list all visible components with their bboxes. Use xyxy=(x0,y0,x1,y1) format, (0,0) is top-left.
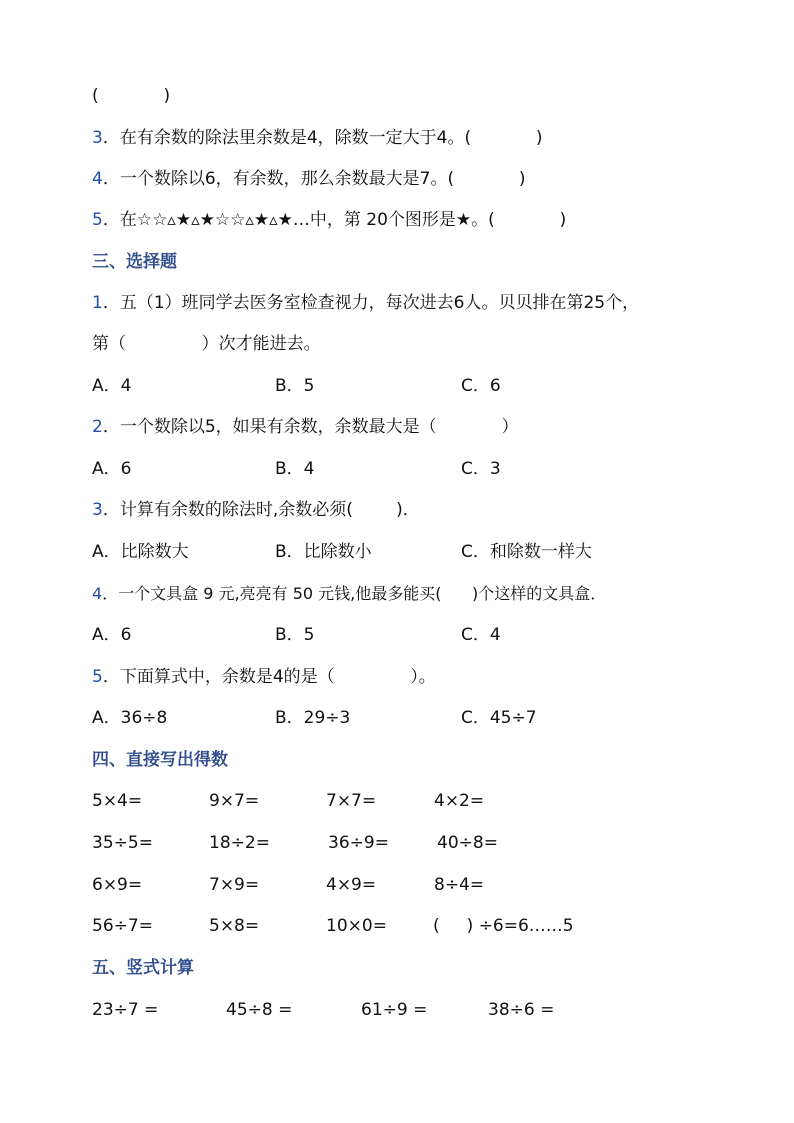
choice-q1-cont: 第（ ）次才能进去。 xyxy=(92,334,321,354)
item-number: 1 xyxy=(92,293,103,313)
section-heading-direct: 四、直接写出得数 xyxy=(92,750,228,770)
option-b: B．4 xyxy=(275,459,315,479)
calc-item: 18÷2= xyxy=(209,833,270,853)
option-a: A．4 xyxy=(92,376,132,396)
option-c: C．45÷7 xyxy=(461,708,537,728)
option-a: A．36÷8 xyxy=(92,708,168,728)
judge-cont-line: ( ) xyxy=(92,86,171,106)
item-number: 5 xyxy=(92,667,103,687)
item-text: ．一个文具盒 9 元,亮亮有 50 元钱,他最多能买( )个这样的文具盒． xyxy=(102,584,607,603)
calc-item: 9×7= xyxy=(209,791,260,811)
section-heading-vertical: 五、竖式计算 xyxy=(92,958,194,978)
option-c: C．4 xyxy=(461,625,501,645)
calc-item: 4×2= xyxy=(434,791,485,811)
vertical-calc-item: 45÷8 = xyxy=(226,1000,293,1020)
item-text: ．下面算式中，余数是4的是（ ）。 xyxy=(102,667,436,687)
judge-item-4 xyxy=(92,168,526,190)
option-a: A．比除数大 xyxy=(92,542,189,562)
calc-item: 7×7= xyxy=(326,791,377,811)
option-b: B．5 xyxy=(275,376,315,396)
calc-item: 8÷4= xyxy=(434,875,485,895)
vertical-calc-item: 23÷7 = xyxy=(92,1000,159,1020)
item-text: ．一个数除以6，有余数，那么余数最大是7。( ) xyxy=(102,169,526,189)
item-text: ．一个数除以5，如果有余数，余数最大是（ ） xyxy=(102,417,519,437)
vertical-calc-item: 38÷6 = xyxy=(488,1000,555,1020)
calc-item: 40÷8= xyxy=(437,833,498,853)
option-a: A．6 xyxy=(92,459,132,479)
option-c: C．6 xyxy=(461,376,501,396)
calc-item: 7×9= xyxy=(209,875,260,895)
item-text: ．计算有余数的除法时,余数必须( )． xyxy=(102,500,420,520)
choice-q1 xyxy=(92,292,639,314)
choice-q5 xyxy=(92,666,436,688)
item-number: 4 xyxy=(92,169,103,189)
item-text: ．在有余数的除法里余数是4，除数一定大于4。( ) xyxy=(102,128,543,148)
calc-item: 10×0= xyxy=(326,916,387,936)
item-number: 4 xyxy=(92,584,103,603)
calc-item: 4×9= xyxy=(326,875,377,895)
item-number: 5 xyxy=(92,210,103,230)
calc-item: ( ) ÷6=6……5 xyxy=(433,916,574,936)
choice-q4 xyxy=(92,583,606,605)
item-number: 3 xyxy=(92,128,103,148)
calc-item: 56÷7= xyxy=(92,916,153,936)
option-c: C．和除数一样大 xyxy=(461,542,592,562)
calc-item: 35÷5= xyxy=(92,833,153,853)
section-heading-choice: 三、选择题 xyxy=(92,252,177,272)
calc-item: 5×4= xyxy=(92,791,143,811)
option-b: B．29÷3 xyxy=(275,708,351,728)
option-b: B．比除数小 xyxy=(275,542,372,562)
calc-item: 5×8= xyxy=(209,916,260,936)
calc-item: 6×9= xyxy=(92,875,143,895)
item-text: ．在☆☆▵★▵★☆☆▵★▵★…中，第 20个图形是★。( ) xyxy=(102,210,567,230)
option-a: A．6 xyxy=(92,625,132,645)
vertical-calc-item: 61÷9 = xyxy=(361,1000,428,1020)
judge-item-5 xyxy=(92,209,566,231)
judge-item-3 xyxy=(92,127,543,149)
item-number: 3 xyxy=(92,500,103,520)
choice-q3 xyxy=(92,499,420,521)
option-b: B．5 xyxy=(275,625,315,645)
calc-item: 36÷9= xyxy=(328,833,389,853)
option-c: C．3 xyxy=(461,459,501,479)
item-number: 2 xyxy=(92,417,103,437)
item-text: ．五（1）班同学去医务室检查视力，每次进去6人。贝贝排在第25个， xyxy=(102,293,640,313)
choice-q2 xyxy=(92,416,519,438)
